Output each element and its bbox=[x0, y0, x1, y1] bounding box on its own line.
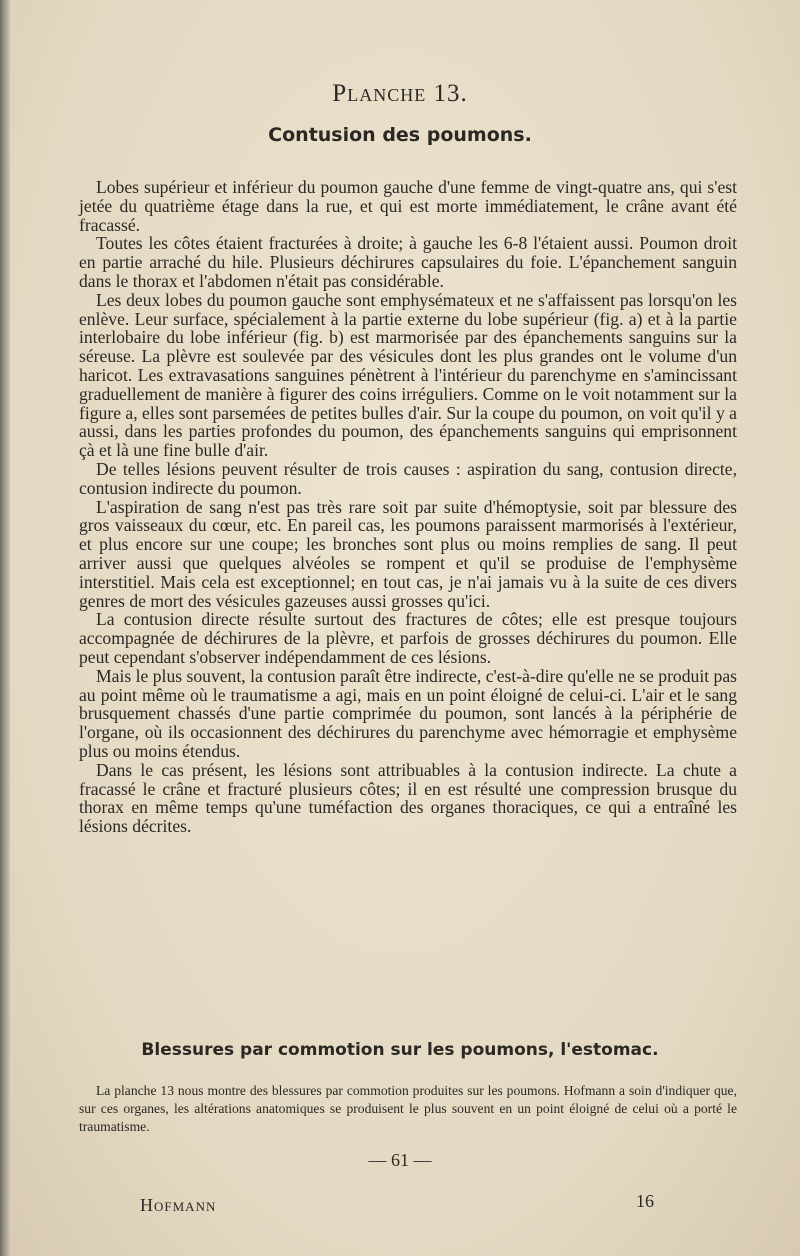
page-number: — 61 — bbox=[368, 1150, 432, 1170]
plate-title: Planche 13. bbox=[332, 80, 468, 107]
paragraph: Lobes supérieur et inférieur du poumon gauche d'une femme de vingt-quatre ans, qui s'est jetée du quatrième étage dans la rue, et qui est morte immédiatement, le crâne avant été fracassé. bbox=[79, 177, 737, 235]
paragraph: Dans le cas présent, les lésions sont attribuables à la contusion indirecte. La chute a fracassé le crâne et fracturé plusieurs côtes; il en est résulté une compression brusque du thorax en même temps qu'une tuméfaction des organes thoraciques, ce qui a entraîné les lésions décrites. bbox=[79, 759, 737, 837]
sheet-number: 16 bbox=[636, 1191, 654, 1211]
paragraph: Toutes les côtes étaient fracturées à droite; à gauche les 6-8 l'étaient aussi. Poumon droit en partie arraché du hile. Plusieurs déchirures capsulaires du foie. L'épanchement sanguin dans le thorax et l'abdomen n'était pas considérable. bbox=[79, 233, 737, 291]
plate-subtitle: Contusion des poumons. bbox=[268, 124, 532, 146]
paragraph: De telles lésions peuvent résulter de trois causes : aspiration du sang, contusion directe, contusion indirecte du poumon. bbox=[79, 458, 737, 498]
page-binding-edge bbox=[0, 0, 10, 1256]
paragraph: La contusion directe résulte surtout des fractures de côtes; elle est presque toujours accompagnée de déchirures de la plèvre, et parfois de grosses déchirures du poumon. Elle peut cependant s'observer indépendamment de ces lésions. bbox=[79, 609, 737, 667]
body-text bbox=[79, 178, 737, 836]
paragraph: Les deux lobes du poumon gauche sont emphysémateux et ne s'affaissent pas lorsqu'on les enlève. Leur surface, spécialement à la partie externe du lobe supérieur (fig. a) et à la partie interlobaire du lobe inférieur (fig. b) est marmorisée par des épanchements sanguins sur la séreuse. La plèvre est soulevée par des vésicules dont les plus grandes ont le volume d'un haricot. Les extravasations sanguines pénètrent à l'intérieur du parenchyme en s'amincissant graduellement de manière à figurer des coins irréguliers. Comme on le voit notamment sur la figure a, elles sont parsemées de petites bulles d'air. Sur la coupe du poumon, on voit qu'il y a aussi, dans les parties profondes du poumon, des épanchements sanguins qui emprisonnent çà et là une fine bulle d'air. bbox=[79, 289, 737, 461]
section-paragraph: La planche 13 nous montre des blessures par commotion produites sur les poumons. Hofmann a soin d'indiquer que, sur ces organes, les altérations anatomiques se produisent le plus souvent en un point éloigné de celui où a porté le traumatisme. bbox=[79, 1083, 737, 1134]
author-signature: Hofmann bbox=[140, 1195, 217, 1215]
section-title: Blessures par commotion sur les poumons, l'estomac. bbox=[141, 1040, 659, 1060]
section-text bbox=[79, 1082, 737, 1136]
paragraph: Mais le plus souvent, la contusion paraît être indirecte, c'est-à-dire qu'elle ne se produit pas au point même où le traumatisme a agi, mais en un point éloigné de celui-ci. L'air et le sang brusquement chassés d'une partie comprimée du poumon, sont lancés à la périphérie de l'organe, où ils occasionnent des déchirures du parenchyme avec hémorragie et emphysème plus ou moins étendus. bbox=[79, 665, 737, 761]
paragraph: L'aspiration de sang n'est pas très rare soit par suite d'hémoptysie, soit par blessure des gros vaisseaux du cœur, etc. En pareil cas, les poumons paraissent marmorisés à l'extérieur, et plus encore sur une coupe; les bronches sont plus ou moins remplies de sang. Il peut arriver aussi que quelques alvéoles se rompent et qu'il se produise de l'emphysème interstitiel. Mais cela est exceptionnel; en tout cas, je n'ai jamais vu à la suite de ces divers genres de mort des vésicules gazeuses aussi grosses qu'ici. bbox=[79, 496, 737, 611]
